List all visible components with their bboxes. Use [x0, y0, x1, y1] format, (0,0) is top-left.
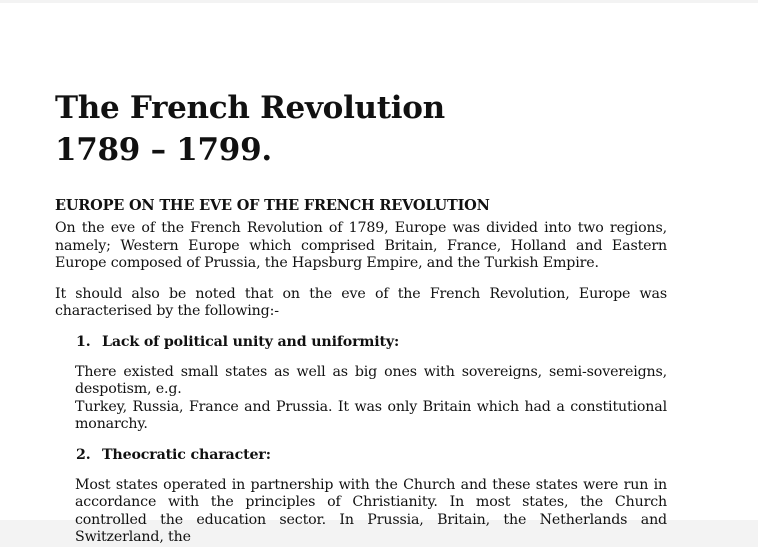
- list-item-heading-1: [76, 333, 667, 351]
- list-item-heading-text: Lack of political unity and uniformity:: [102, 333, 400, 350]
- list-item-number: 2.: [76, 446, 91, 463]
- list-item-text-1b: Turkey, Russia, France and Prussia. It was only Britain which had a constitutional monarchy.: [75, 398, 667, 432]
- document-page: [0, 3, 758, 545]
- list-item-heading-2: [76, 446, 667, 464]
- title-line-2: 1789 – 1799.: [55, 132, 272, 168]
- paragraph-2: It should also be noted that on the eve of the French Revolution, Europe was characterised by the following:-: [55, 285, 667, 319]
- title-line-1: The French Revolution: [55, 90, 445, 126]
- document-title: [55, 87, 667, 171]
- list-item-text-2: Most states operated in partnership with the Church and these states were run in accordance with the principles of Christianity. In most states, the Church controlled the education sector. In Prussia, Britain, the Netherlands and Switzerland, the: [75, 476, 667, 545]
- list-item-heading-text: Theocratic character:: [102, 446, 271, 463]
- list-item-text-1a: There existed small states as well as big ones with sovereigns, semi-sovereigns, despotism, e.g.: [75, 363, 667, 397]
- paragraph-1: On the eve of the French Revolution of 1789, Europe was divided into two regions, namely; Western Europe which comprised Britain, France, Holland and Eastern Europe composed of Prussia, the Hapsburg Empire, and the Turkish Empire.: [55, 220, 667, 271]
- list-item-number: 1.: [76, 333, 91, 350]
- section-heading: EUROPE ON THE EVE OF THE FRENCH REVOLUTION: [55, 197, 490, 214]
- document-content: [55, 87, 667, 547]
